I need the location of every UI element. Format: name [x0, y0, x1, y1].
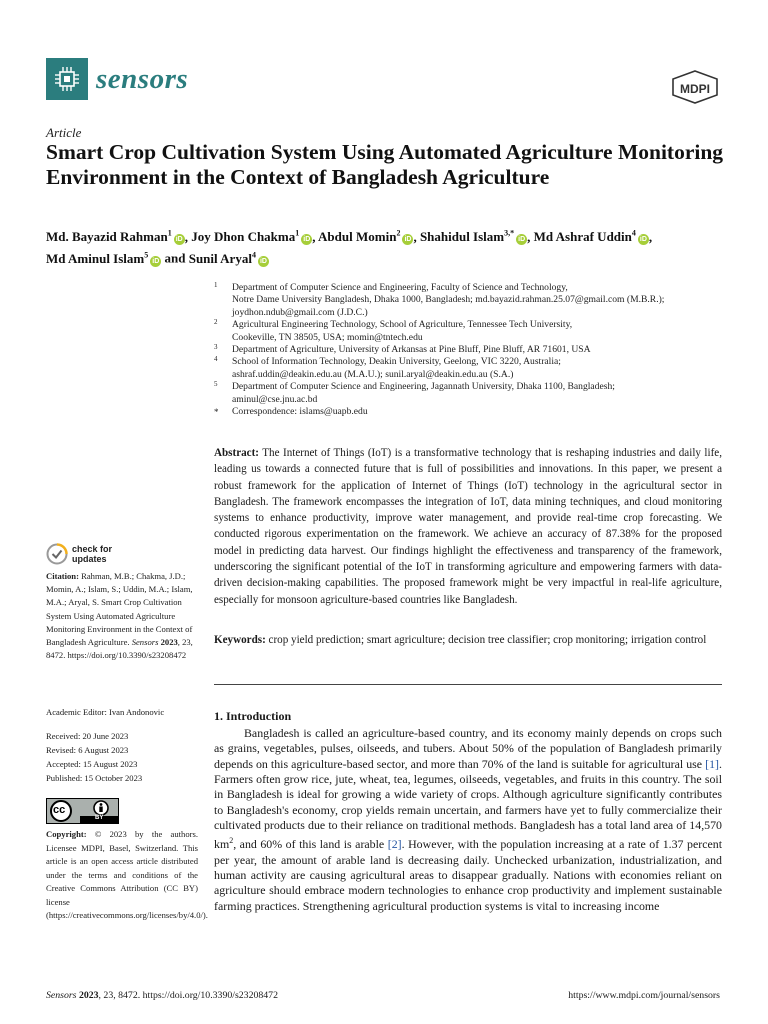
- affiliation-number: 2: [214, 318, 218, 327]
- correspondence-text: Correspondence: islams@uapb.edu: [232, 406, 368, 418]
- affiliation-item: [214, 282, 729, 319]
- intro-text-2: . Farmers often grow rice, jute, wheat, tea, legumes, oilseeds, vegetables, and fruits in this country. The soil in Bangladesh is ideal for growing a wide variety of crops. Although agriculture significantly contributes to Bangladesh's economy, crop yields remain uncertain, and farmers have yet to fully commercialize their cultivated products due to their reliance on traditional methods. Bangladesh has a total land area of 14,570 km: [214, 756, 722, 852]
- date-revised: Revised: 6 August 2023: [46, 745, 129, 755]
- journal-logo[interactable]: [46, 58, 188, 100]
- author: [191, 229, 312, 244]
- author: [189, 251, 269, 266]
- footer-doi[interactable]: , 23, 8472. https://doi.org/10.3390/s23208472: [98, 990, 278, 1001]
- affiliation-number: 1: [214, 281, 218, 289]
- affiliations: [214, 282, 729, 418]
- intro-text-3: , and 60% of this land is arable: [233, 837, 385, 852]
- publisher-logo[interactable]: [670, 70, 720, 104]
- citation-link-2[interactable]: [2]: [387, 837, 402, 852]
- chip-icon: [46, 58, 88, 100]
- author-affiliation-number: 2: [396, 229, 401, 238]
- author: [318, 229, 413, 244]
- author-name: Md Aminul Islam: [46, 250, 145, 266]
- author-name: Shahidul Islam: [419, 229, 505, 245]
- affiliation-line: Department of Computer Science and Engineering, Jagannath University, Dhaka 1100, Bangladesh;: [232, 381, 615, 393]
- orcid-icon[interactable]: iD: [303, 236, 311, 244]
- author: [420, 229, 527, 244]
- citation-label: Citation:: [46, 571, 79, 581]
- date-accepted: Accepted: 15 August 2023: [46, 759, 138, 769]
- copyright-label: Copyright:: [46, 829, 87, 839]
- author-name: Md. Bayazid Rahman: [46, 229, 168, 245]
- keywords: [214, 632, 722, 648]
- by-label: BY: [95, 815, 104, 821]
- citation-text: Rahman, M.B.; Chakma, J.D.; Momin, A.; Islam, S.; Uddin, M.A.; Islam, M.A.; Aryal, S. Smart Crop Cultivation System Using Automated Agriculture Monitoring Environment in the Context of Bangladesh Agriculture.: [46, 571, 193, 648]
- affiliation-number: 5: [214, 380, 218, 389]
- abstract-text: The Internet of Things (IoT) is a transformative technology that is reshaping industries and daily life, leading us towards a connected future that is full of possibilities and innovations. In this paper, we present a robust framework for the application of Internet of Things (IoT) technology in the agricultural sector in Bangladesh. The framework encompasses the integration of IoT, data mining techniques, and cloud monitoring systems to enhance productivity, improve water management, and provide real-time crop forecasting. We conducted rigorous experimentation on the framework. We achieve an accuracy of 87.38% for the proposed model in predicting data harvest. Our findings highlight the effectiveness and transparency of the framework, underscoring the significant potential of the IoT in transforming agriculture and empowering farmers with data-driven decision-making capabilities. The proposed framework might be very impactful in real-life agriculture, especially for monsoon agriculture-based countries like Bangladesh.: [214, 447, 722, 606]
- affiliation-line: aminul@cse.jnu.ac.bd: [232, 393, 318, 405]
- orcid-icon[interactable]: iD: [175, 236, 183, 244]
- author-affiliation-number: 4: [631, 229, 636, 238]
- cc-label: cc: [53, 804, 66, 816]
- footer-citation: [46, 990, 278, 1001]
- cc-by-license-badge[interactable]: [46, 798, 119, 824]
- affiliation-line: School of Information Technology, Deakin University, Geelong, VIC 3220, Australia;: [232, 356, 561, 368]
- superscript: 2: [229, 836, 234, 846]
- author-name: Abdul Momin: [318, 229, 397, 245]
- article-type: Article: [46, 125, 82, 140]
- orcid-icon[interactable]: iD: [639, 236, 647, 244]
- affiliation-item: [214, 381, 729, 406]
- date-published: Published: 15 October 2023: [46, 773, 143, 783]
- journal-name: sensors: [96, 62, 189, 95]
- citation-year: 2023: [160, 637, 178, 648]
- intro-text-1: Bangladesh is called an agriculture-based country, and its economy mainly depends on crops such as grains, vegetables, pulses, oilseeds, and tubers. About 50% of the population of Bangladesh primarily depends on this agriculture-based sector, and more than 70% of the land is suitable for agricultural use: [214, 726, 722, 771]
- intro-text-4: . However, with the population increasing at a rate of 1.37 percent per year, the amount of arable land is decreasing daily. Unchecked urbanization, industrialization, and human activity are causing agricultural areas to disappear gradually. Nations with economies reliant on agriculture should embrace modern technologies to enhance crop productivity and implement sustainable farming practices. Strengthening agricultural production systems is vital to increasing income: [214, 837, 722, 913]
- citation-doi[interactable]: , 23, 8472. https://doi.org/10.3390/s23208472: [46, 637, 193, 661]
- section-divider: [214, 684, 722, 685]
- affiliation-line: Department of Computer Science and Engineering, Faculty of Science and Technology,: [232, 282, 568, 293]
- orcid-icon[interactable]: iD: [259, 257, 267, 265]
- check-updates-line2: updates: [72, 554, 107, 564]
- article-title: Smart Crop Cultivation System Using Automated Agriculture Monitoring Environment in the Context of Bangladesh Agriculture: [46, 140, 724, 189]
- affiliation-item: [214, 356, 729, 381]
- orcid-icon[interactable]: iD: [152, 257, 160, 265]
- footer-journal-url[interactable]: https://www.mdpi.com/journal/sensors: [568, 990, 720, 1001]
- abstract: [214, 445, 722, 608]
- author: [46, 229, 185, 244]
- citation: [46, 570, 202, 662]
- section-heading-introduction: 1. Introduction: [214, 709, 292, 723]
- date-received: Received: 20 June 2023: [46, 731, 129, 741]
- check-updates-icon: [46, 543, 68, 565]
- affiliation-line: Cookeville, TN 38505, USA; momin@tntech.edu: [232, 331, 423, 343]
- copyright: [46, 828, 208, 923]
- author-affiliation-number: 4: [251, 250, 256, 260]
- author-affiliation-number: 1: [167, 229, 172, 238]
- check-for-updates-button[interactable]: [46, 543, 112, 565]
- affiliation-line: Department of Agriculture, University of Arkansas at Pine Bluff, Pine Bluff, AR 71601, USA: [232, 344, 591, 356]
- keywords-label: Keywords:: [214, 634, 266, 646]
- citation-journal: Sensors: [131, 637, 159, 648]
- author-name: Md Ashraf Uddin: [533, 229, 632, 245]
- affiliation-number: 4: [214, 355, 218, 364]
- correspondence-mark: *: [214, 407, 219, 418]
- author-name: Sunil Aryal: [188, 250, 252, 266]
- author-name: Joy Dhon Chakma: [191, 229, 296, 245]
- footer-year: 2023: [78, 990, 99, 1001]
- orcid-icon[interactable]: iD: [404, 236, 412, 244]
- affiliation-line: Agricultural Engineering Technology, School of Agriculture, Tennessee Tech University,: [232, 319, 573, 331]
- article-dates: [46, 729, 202, 785]
- affiliation-item: [214, 319, 729, 344]
- affiliation-line: joydhon.ndub@gmail.com (J.D.C.): [232, 306, 368, 318]
- keywords-text: crop yield prediction; smart agriculture; decision tree classifier; crop monitoring; irrigation control: [268, 634, 707, 646]
- author-list: Md. Bayazid Rahman$^1$iD , Joy Dhon Chakma$^1$iD , Abdul Momin$^2$iD , Shahidul Islam$^{3,*}$iD , Md Ashraf Uddin$^4$iD , Md Aminul Islam$^5$iD and Sunil Aryal$^4$iD: [46, 229, 653, 266]
- footer-journal: Sensors: [46, 990, 77, 1001]
- affiliation-line: Notre Dame University Bangladesh, Dhaka 1000, Bangladesh; md.bayazid.rahman.25.07@gmail.com (M.B.R.);: [232, 294, 665, 306]
- author: [534, 229, 649, 244]
- affiliation-item: [214, 344, 729, 356]
- academic-editor: Academic Editor: Ivan Andonovic: [46, 707, 165, 717]
- introduction-paragraph: [214, 726, 722, 914]
- correspondence: [214, 406, 729, 418]
- orcid-icon[interactable]: iD: [518, 236, 526, 244]
- affiliation-number: 3: [214, 343, 218, 352]
- author-affiliation-number: 5: [144, 250, 149, 260]
- copyright-text: © 2023 by the authors. Licensee MDPI, Basel, Switzerland. This article is an open access article distributed under the terms and conditions of the Creative Commons Attribution (CC BY) license (https://creativecommons.org/licenses/by/4.0/).: [46, 829, 208, 920]
- affiliation-line: ashraf.uddin@deakin.edu.au (M.A.U.); sunil.aryal@deakin.edu.au (S.A.): [232, 368, 514, 380]
- citation-link-1[interactable]: [1]: [705, 756, 719, 771]
- publisher-name: MDPI: [680, 82, 710, 96]
- check-updates-line1: check for: [72, 544, 113, 554]
- author: [46, 251, 161, 266]
- abstract-label: Abstract:: [214, 447, 259, 459]
- author-affiliation-number: 1: [295, 229, 300, 238]
- author-affiliation-number: 3,*: [504, 229, 515, 238]
